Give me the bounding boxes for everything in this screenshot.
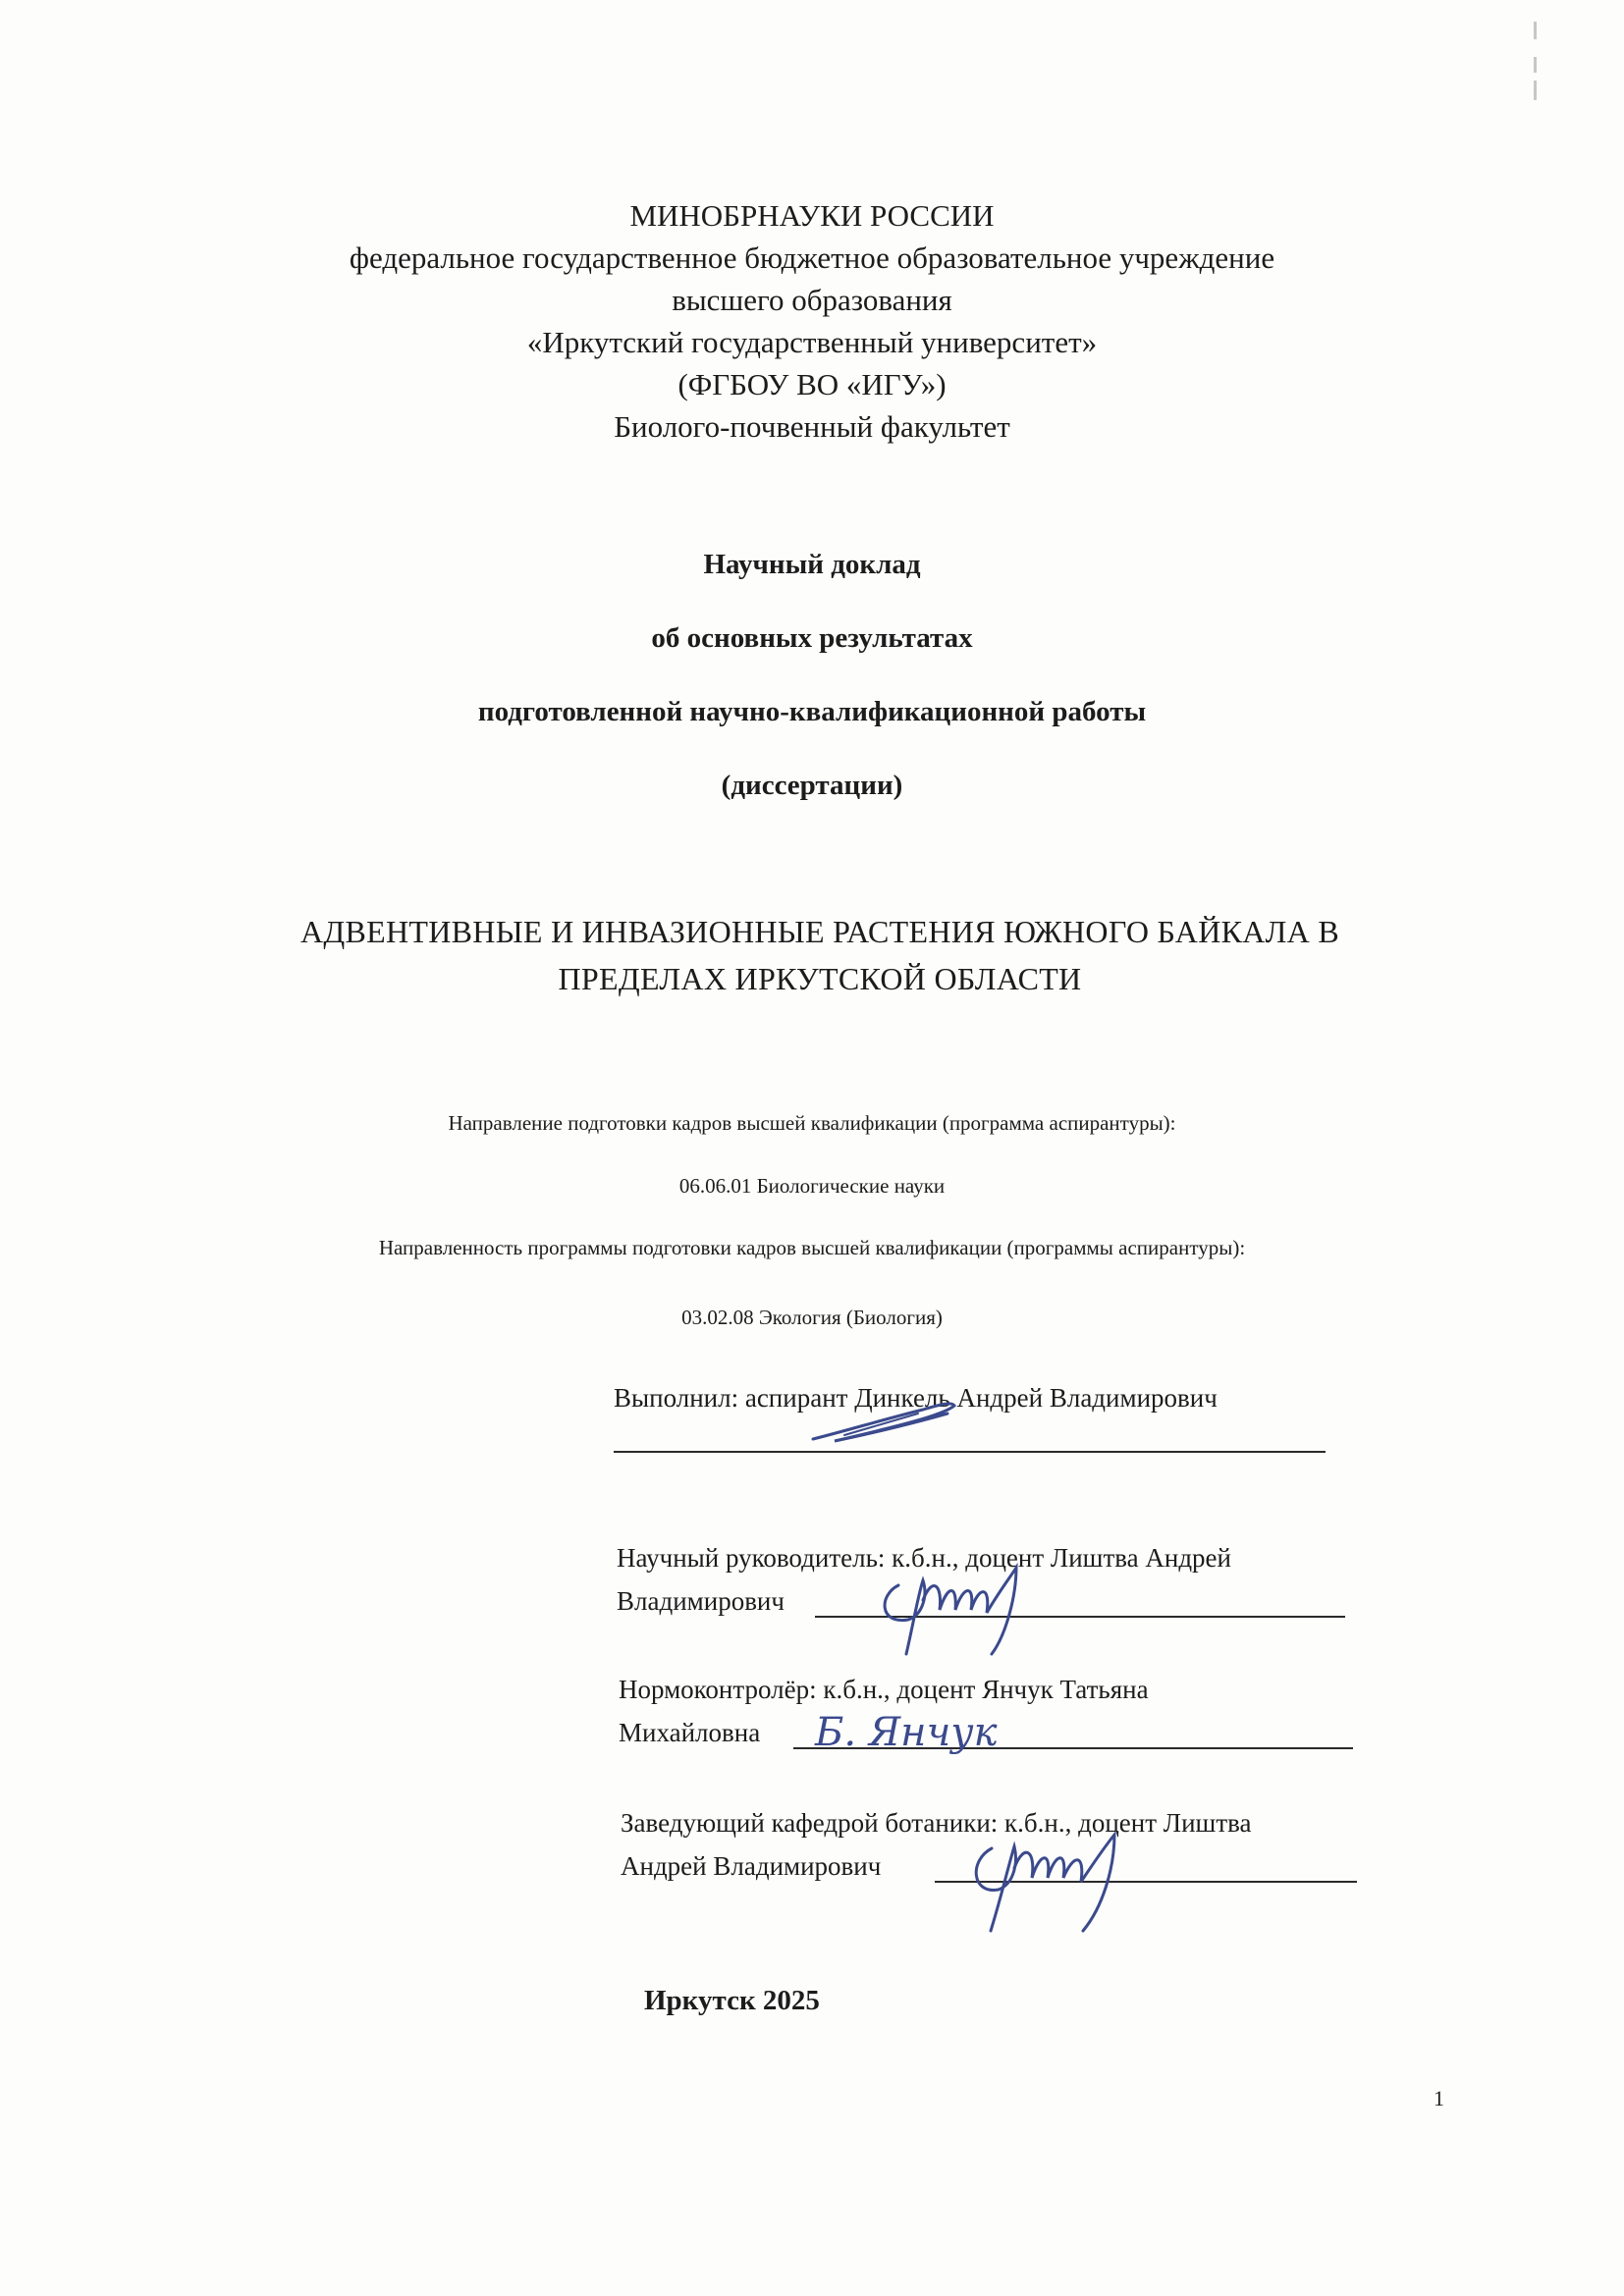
supervisor-text-line-1: Научный руководитель: к.б.н., доцент Лиштва Андрей [617,1543,1231,1573]
supervisor-text-line-2: Владимирович [617,1586,785,1616]
ministry-name: МИНОБРНАУКИ РОССИИ [629,198,995,233]
normcontroller-text-line-1: Нормоконтролёр: к.б.н., доцент Янчук Татьяна [619,1675,1149,1704]
head-signature [957,1821,1154,1939]
thesis-title-line-2: ПРЕДЕЛАХ ИРКУТСКОЙ ОБЛАСТИ [558,961,1082,996]
program-direction-value: 06.06.01 Биологические науки [678,1174,946,1198]
performer-signature-line [614,1451,1326,1453]
program-focus-value: 03.02.08 Экология (Биология) [681,1306,943,1329]
performer-signature [805,1392,962,1451]
program-focus-label: Направленность программы подготовки кадров высшей квалификации (программы аспирантуры): [378,1236,1246,1259]
faculty-name: Биолого-почвенный факультет [614,409,1010,444]
normcontroller-text-line-2: Михайловна [619,1718,761,1747]
normcontroller-signature [805,1696,1041,1765]
report-heading-line-3: подготовленной научно-квалификационной работы [477,696,1147,727]
report-heading-line-2: об основных результатах [651,622,973,654]
report-heading-line-4: (диссертации) [721,770,903,801]
scan-artifact [1534,57,1537,73]
scan-artifact [1534,22,1537,39]
thesis-title-line-1: АДВЕНТИВНЫЕ И ИНВАЗИОННЫЕ РАСТЕНИЯ ЮЖНОГО БАЙКАЛА В [299,914,1340,949]
page-number: 1 [1434,2086,1444,2110]
university-abbreviation: (ФГБОУ ВО «ИГУ») [677,367,947,401]
normcontroller-handwriting: Б. Янчук [815,1710,998,1755]
institution-type: федеральное государственное бюджетное образовательное учреждение [349,240,1275,275]
supervisor-signature [869,1556,1046,1664]
head-text-line-2: Андрей Владимирович [621,1851,882,1881]
head-text-line-1: Заведующий кафедрой ботаники: к.б.н., доцент Лиштва [621,1808,1252,1838]
performer-text: Выполнил: аспирант Динкель Андрей Владимирович [614,1383,1218,1413]
report-heading-line-1: Научный доклад [703,549,921,580]
scan-artifact [1534,80,1537,100]
university-name: «Иркутский государственный университет» [526,325,1098,359]
city-year: Иркутск 2025 [644,1985,820,2016]
education-level: высшего образования [672,283,952,317]
program-direction-label: Направление подготовки кадров высшей квалификации (программа аспирантуры): [448,1111,1176,1135]
